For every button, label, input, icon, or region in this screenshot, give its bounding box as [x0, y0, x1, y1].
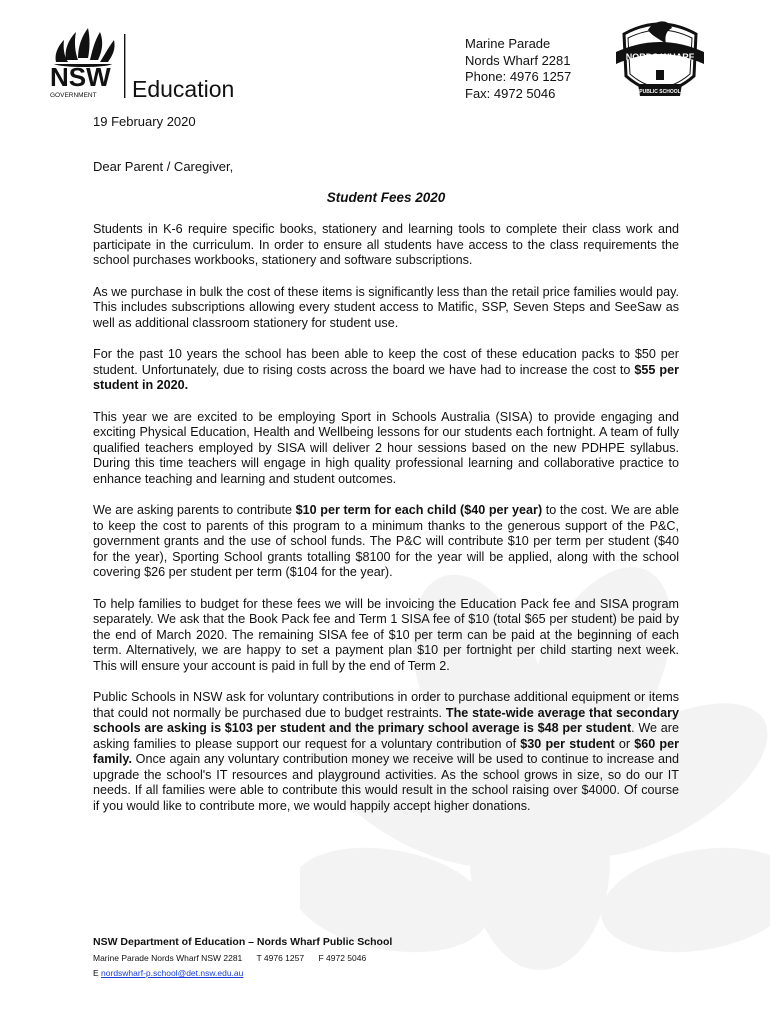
nsw-education-logo: [48, 26, 258, 102]
department-name: Education: [132, 76, 235, 102]
letter-subject: Student Fees 2020: [326, 190, 446, 205]
footer-phone: T 4976 1257: [256, 953, 305, 963]
footer-email-line: E nordswharf-p.school@det.nsw.edu.au: [93, 968, 244, 978]
footer-address: Marine Parade Nords Wharf NSW 2281: [93, 953, 243, 963]
footer-organisation: NSW Department of Education – Nords Wharf Public School: [93, 936, 393, 948]
address-line1: Marine Parade: [465, 36, 551, 51]
crest-subtitle: PUBLIC SCHOOL: [639, 89, 681, 95]
per-family-contribution: $60 per family.: [93, 736, 680, 766]
crest-title: NORDS WHARF: [625, 52, 695, 62]
letter-footer: [93, 936, 392, 978]
paragraph-3: For the past 10 years the school has been able to keep the cost of these education packs to $50 per student. Unfortunately, due to rising costs across the board we have had to increase the cost to $55 per student in 2020.: [93, 347, 679, 392]
footer-fax: F 4972 5046: [318, 953, 367, 963]
education-pack-cost: $55 per student in 2020.: [93, 362, 679, 392]
paragraph-6: To help families to budget for these fees we will be invoicing the Education Pack fee and SISA program separately. We ask that the Book Pack fee and Term 1 SISA fee of $10 (total $65 per student) be paid by the end of March 2020. The remaining SISA fee of $10 per term can be paid at the beginning of each term. Alternatively, we are happy to set a payment plan $10 per fortnight per child starting next week. This will ensure your account is paid in full by the end of Term 2.: [93, 596, 679, 673]
sisa-contribution: $10 per term for each child ($40 per year): [295, 503, 543, 517]
fax-number: Fax: 4972 5046: [465, 85, 556, 101]
paragraph-1: Students in K-6 require specific books, stationery and learning tools to complete their class work and participate in the curriculum. In order to ensure all students have access to the class requirements the school purchases workbooks, stationery and software subscriptions.: [93, 222, 679, 267]
paragraph-4: This year we are excited to be employing Sport in Schools Australia (SISA) to provide engaging and exciting Physical Education, Health and Wellbeing lessons for our students each fortnight. A team of fully qualified teachers employed by SISA will deliver 2 hour sessions based on the new PDHPE syllabus. During this time teachers will engage in high quality professional learning and collaborative practice to enhance teaching and learning and student outcomes.: [93, 409, 679, 486]
nsw-wordmark: NSW: [50, 62, 111, 92]
government-label: GOVERNMENT: [50, 92, 97, 99]
state-average: The state-wide average that secondary schools are asking is $103 per student and the primary school average is $48 per student: [93, 705, 679, 735]
school-crest-icon: [610, 14, 710, 110]
waratah-icon: [48, 26, 258, 102]
letter-body: [93, 222, 679, 830]
school-contact: [465, 36, 571, 102]
footer-contact-line: [93, 953, 392, 963]
phone-number: Phone: 4976 1257: [465, 69, 572, 84]
paragraph-2: As we purchase in bulk the cost of these items is significantly less than the retail price families would pay. This includes subscriptions allowing every student access to Matific, SSP, Seven Steps and SeeSaw as well as additional classroom stationery for student use.: [93, 284, 679, 330]
paragraph-7: Public Schools in NSW ask for voluntary contributions in order to purchase additional equipment or items that could not normally be purchased due to budget restraints. The state-wide average that secondary schools are asking is $103 per student and the primary school average is $48 per student. We are asking families to please support our request for a voluntary contribution of $30 per student or $60 per family. Once again any voluntary contribution money we receive will be used to continue to increase and upgrade the school's IT resources and playground activities. As the school grows in size, so do our IT needs. If all families were able to contribute this would result in the school raising over $4000. Of course if you would like to contribute more, we would happily accept higher donations.: [93, 690, 680, 813]
paragraph-5: We are asking parents to contribute $10 per term for each child ($40 per year) to the cost. We are able to keep the cost to parents of this program to a minimum thanks to the generous support of the P&C, government grants and the use of school funds. The P&C will contribute $10 per term per student ($40 for the year), Sporting School grants totalling $8100 for the year will be applied, along with the school covering $26 per student per term ($104 for the year).: [93, 503, 679, 579]
per-student-contribution: $30 per student: [520, 736, 615, 751]
letter-date: 19 February 2020: [93, 114, 196, 129]
salutation: Dear Parent / Caregiver,: [93, 159, 234, 174]
email-link[interactable]: nordswharf-p.school@det.nsw.edu.au: [101, 968, 244, 978]
address-line2: Nords Wharf 2281: [465, 52, 571, 68]
